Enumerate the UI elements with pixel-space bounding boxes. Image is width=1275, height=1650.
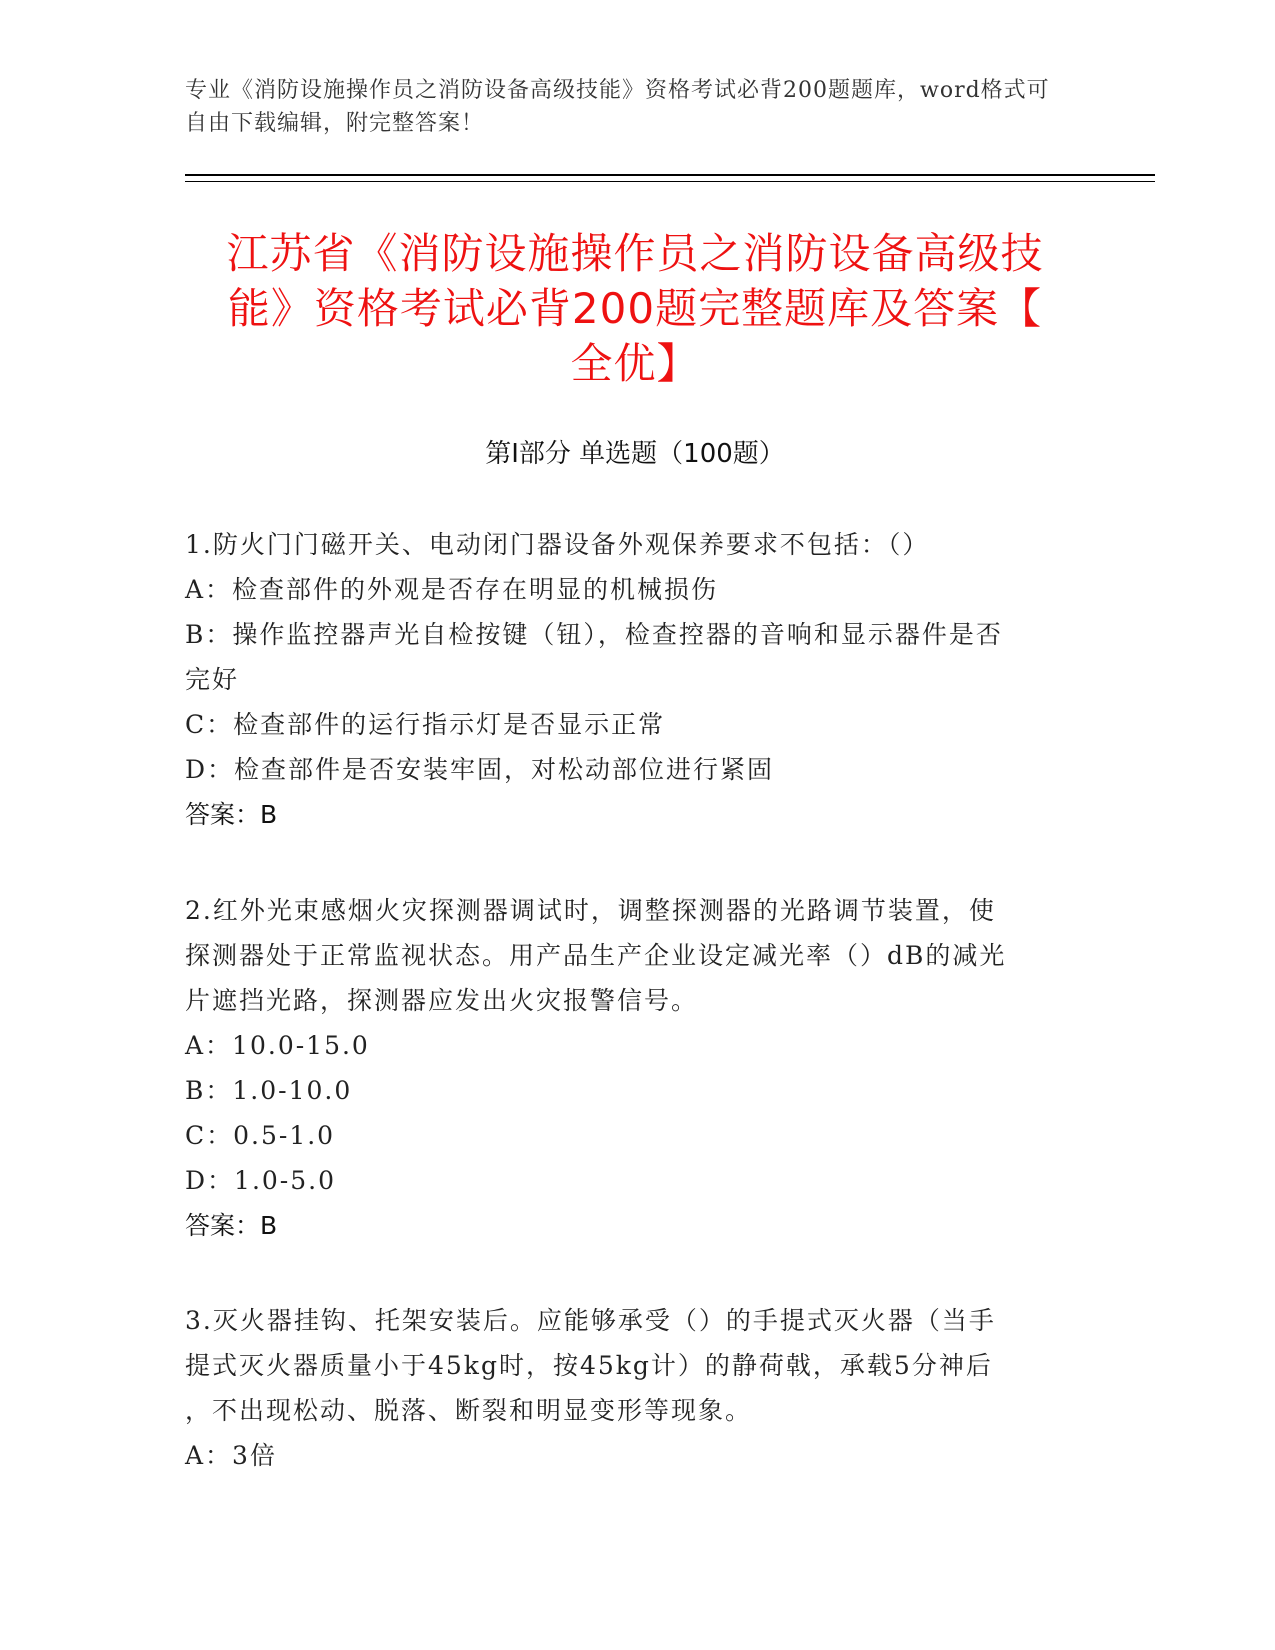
document-title-line-3: 全优】 [570,339,700,388]
answer-line: 答案：B [185,800,278,829]
header-note: 专业《消防设施操作员之消防设备高级技能》资格考试必背200题题库，word格式可自由下载编辑，附完整答案！ [185,78,1050,136]
option-b: B：1.0-10.0 [185,1076,353,1105]
question-stem: 1.防火门门磁开关、电动闭门器设备外观保养要求不包括：（） [185,530,930,559]
option-d: D：检查部件是否安装牢固，对松动部位进行紧固 [185,755,775,784]
option-a: A：3倍 [185,1441,277,1470]
header-rule-thin [185,181,1155,182]
option-c: C：0.5-1.0 [185,1121,336,1150]
document-title-line-2: 能》资格考试必背200题完整题库及答案【 [227,284,1043,333]
question-stem: ，不出现松动、脱落、断裂和明显变形等现象。 [185,1396,753,1425]
header-rule-thick [185,174,1155,176]
section-heading: 第Ⅰ部分 单选题（100题） [485,439,785,469]
option-b-continued: 完好 [185,665,240,694]
question-stem: 3.灭火器挂钩、托架安装后。应能够承受（）的手提式灭火器（当手 [185,1306,996,1335]
question-3 [185,1298,1065,1478]
option-a: A：10.0-15.0 [185,1031,370,1060]
question-stem: 探测器处于正常监视状态。用产品生产企业设定减光率（）dB的减光 [185,941,1007,970]
document-title [185,226,1085,391]
option-d: D：1.0-5.0 [185,1166,337,1195]
question-stem: 2.红外光束感烟火灾探测器调试时，调整探测器的光路调节装置，使 [185,896,996,925]
question-stem: 片遮挡光路，探测器应发出火灾报警信号。 [185,986,699,1015]
answer-line: 答案：B [185,1211,278,1240]
document-title-line-1: 江苏省《消防设施操作员之消防设备高级技 [226,229,1044,278]
option-b: B：操作监控器声光自检按键（钮），检查控器的音响和显示器件是否 [185,620,1003,649]
question-stem: 提式灭火器质量小于45kg时，按45kg计）的静荷戟，承载5分神后 [185,1351,993,1380]
question-2 [185,888,1065,1248]
question-1 [185,522,1065,837]
option-c: C：检查部件的运行指示灯是否显示正常 [185,710,666,739]
option-a: A：检查部件的外观是否存在明显的机械损伤 [185,575,719,604]
